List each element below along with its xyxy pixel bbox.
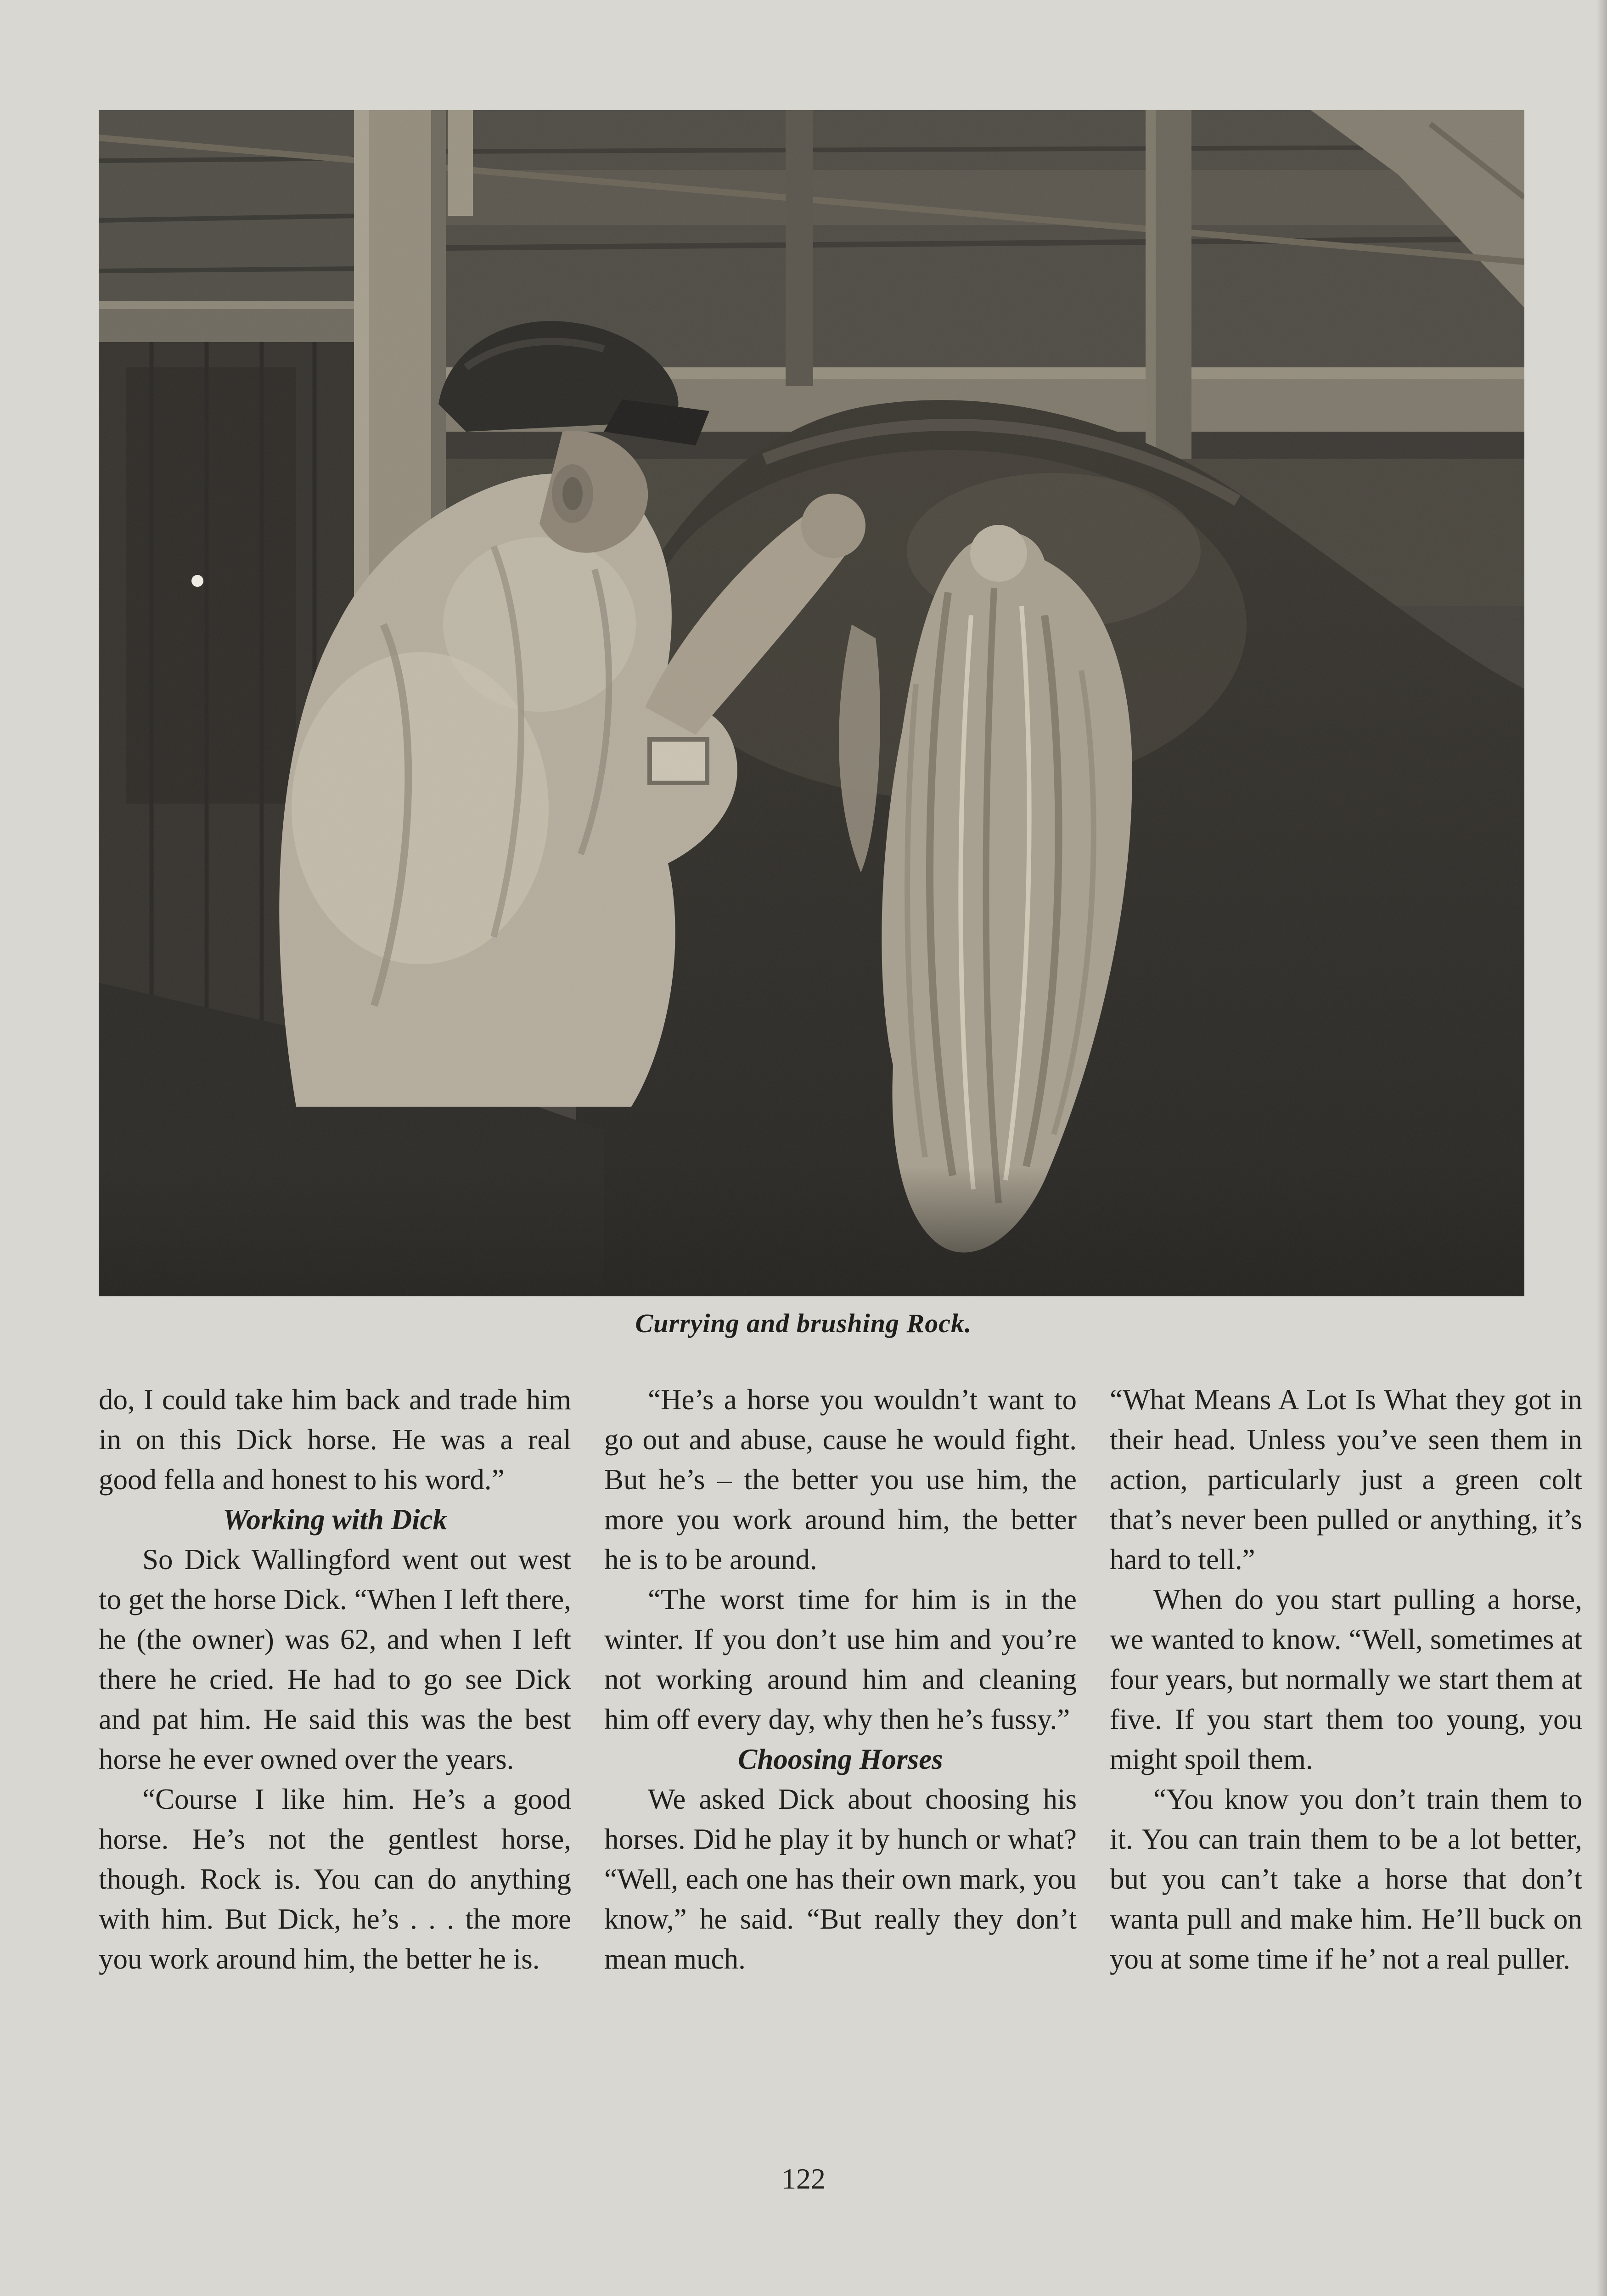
body-paragraph: “He’s a horse you wouldn’t want to go out and abuse, cause he would fight. But he’s – the better you use him, the more you work around him, the better he is to be around.	[604, 1384, 1077, 1576]
photo-caption: Currying and brushing Rock.	[635, 1308, 972, 1338]
column-left	[99, 1380, 571, 1979]
body-paragraph: “The worst time for him is in the winter. If you don’t use him and you’re not working around him and cleaning him off every day, why then he’s fussy.”	[604, 1583, 1077, 1735]
body-paragraph: “What Means A Lot Is What they got in their head. Unless you’ve seen them in action, particularly just a green colt that’s never been pulled or anything, it’s hard to tell.”	[1110, 1384, 1582, 1576]
body-paragraph: “Course I like him. He’s a good horse. He’s not the gentlest horse, though. Rock is. You can do anything with him. But Dick, he’s . . . the more you work around him, the better he is.	[99, 1783, 571, 1975]
barn-photo	[99, 110, 1524, 1296]
body-paragraph: So Dick Wallingford went out west to get the horse Dick. “When I left there, he (the owner) was 62, and when I left there he cried. He had to go see Dick and pat him. He said this was the best horse he ever owned over the years.	[99, 1543, 571, 1775]
column-middle	[604, 1380, 1077, 1979]
page-edge-shadow	[1597, 0, 1607, 2296]
section-heading: Choosing Horses	[738, 1743, 943, 1775]
text-columns	[99, 1380, 1583, 1979]
page-number: 122	[781, 2162, 826, 2195]
section-heading: Working with Dick	[223, 1503, 447, 1536]
barn-photo-illustration	[99, 110, 1524, 1296]
column-right	[1110, 1380, 1582, 1979]
body-paragraph: When do you start pulling a horse, we wanted to know. “Well, sometimes at four years, but normally we start them at five. If you start them too young, you might spoil them.	[1110, 1583, 1582, 1775]
body-paragraph: We asked Dick about choosing his horses. Did he play it by hunch or what? “Well, each one has their own mark, you know,” he said. “But really they don’t mean much.	[604, 1783, 1077, 1975]
body-paragraph: “You know you don’t train them to it. You can train them to be a lot better, but you can’t take a horse that don’t wanta pull and make him. He’ll buck on you at some time if he’ not a real puller.	[1110, 1783, 1582, 1975]
body-paragraph: do, I could take him back and trade him in on this Dick horse. He was a real good fella and honest to his word.”	[99, 1384, 571, 1496]
